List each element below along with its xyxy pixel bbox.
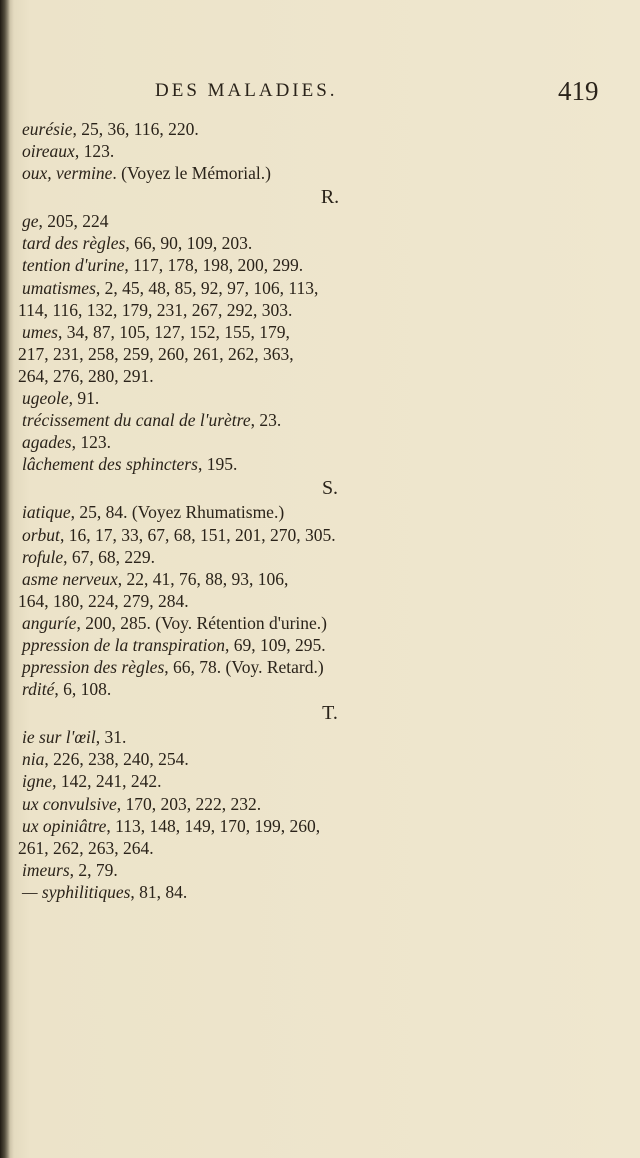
index-entry: [18, 634, 628, 656]
entry-term: igne: [22, 771, 53, 792]
entry-page-refs: , 113, 148, 149, 170, 199, 260,: [106, 815, 321, 836]
entry-term: nia: [22, 749, 45, 770]
entry-term: ux opiniâtre: [22, 815, 107, 836]
entry-page-refs: , 67, 68, 229.: [63, 546, 156, 567]
running-title: DES MALADIES.: [155, 80, 338, 101]
index-entry: [18, 210, 628, 232]
entry-page-refs: , 34, 87, 105, 127, 152, 155, 179,: [57, 321, 290, 342]
index-entry: [18, 568, 628, 590]
index-entry-continuation: 261, 262, 263, 264.: [18, 837, 154, 858]
entry-term: oux, vermine: [22, 163, 113, 184]
index-entry: [18, 501, 628, 523]
index-entry: [18, 118, 628, 140]
entry-term: ugeole: [22, 388, 69, 409]
entry-page-refs: , 123.: [74, 141, 115, 162]
index-entry: [18, 431, 628, 453]
section-letter: T.: [322, 702, 338, 725]
entry-term: rofule: [22, 546, 64, 567]
entry-term: tard des règles: [22, 233, 126, 254]
index-entry: [18, 232, 628, 254]
index-entry: [18, 277, 628, 299]
index-entry: [18, 612, 628, 634]
entry-term: asme nerveux: [22, 568, 118, 589]
entry-page-refs: , 200, 285. (Voy. Rétention d'urine.): [76, 612, 328, 633]
entry-page-refs: . (Voyez le Mémorial.): [112, 163, 271, 184]
index-entry: [18, 254, 628, 276]
entry-page-refs: , 81, 84.: [130, 881, 188, 902]
index-entry: [18, 162, 628, 184]
entry-term: trécissement du canal de l'urètre: [22, 410, 251, 431]
entry-page-refs: , 2, 45, 48, 85, 92, 97, 106, 113,: [95, 277, 319, 298]
entry-page-refs: , 25, 36, 116, 220.: [72, 119, 199, 139]
entry-page-refs: , 25, 84. (Voyez Rhumatisme.): [70, 502, 285, 523]
entry-page-refs: , 66, 90, 109, 203.: [125, 233, 253, 254]
index-entry: [18, 815, 628, 837]
index-entry: [18, 770, 628, 792]
index-entry: [18, 726, 628, 748]
entry-term: rdité: [22, 679, 55, 700]
section-letter: R.: [320, 186, 340, 209]
entry-page-refs: , 226, 238, 240, 254.: [44, 749, 189, 770]
index-entry: [18, 140, 628, 162]
entry-term: imeurs: [22, 859, 70, 880]
section-letter: S.: [321, 477, 339, 500]
binding-gutter: [0, 0, 10, 1158]
index-entry: [18, 453, 628, 475]
index-entry: [18, 748, 628, 770]
entry-page-refs: , 69, 109, 295.: [225, 634, 326, 655]
index-entry: [18, 546, 628, 568]
entry-term: ppression des règles: [22, 657, 165, 678]
index-entry-continuation: 264, 276, 280, 291.: [18, 365, 154, 386]
index-entry-continuation: 217, 231, 258, 259, 260, 261, 262, 363,: [18, 343, 294, 364]
entry-page-refs: , 31.: [95, 727, 127, 748]
index-entry: [18, 524, 628, 546]
index-entry: [18, 656, 628, 678]
entry-term: ppression de la transpiration: [22, 634, 226, 655]
index-entry-continuation: 114, 116, 132, 179, 231, 267, 292, 303.: [18, 299, 293, 320]
entry-term: eurésie: [22, 119, 73, 139]
entry-page-refs: , 117, 178, 198, 200, 299.: [124, 255, 304, 276]
index-entries: [18, 118, 628, 903]
entry-page-refs: , 23.: [250, 410, 282, 431]
index-entry: [18, 793, 628, 815]
entry-page-refs: , 170, 203, 222, 232.: [116, 793, 262, 814]
entry-term: lâchement des sphincters: [22, 454, 198, 475]
entry-term: orbut: [22, 524, 60, 545]
entry-term: agades: [22, 432, 72, 453]
entry-term: umatismes: [22, 277, 96, 298]
entry-term: iatique: [22, 502, 71, 523]
entry-term: anguríe: [22, 612, 77, 633]
index-entry: [18, 881, 628, 903]
entry-page-refs: , 205, 224: [38, 211, 109, 232]
entry-page-refs: , 22, 41, 76, 88, 93, 106,: [117, 568, 289, 589]
index-entry-continuation: 164, 180, 224, 279, 284.: [18, 590, 189, 611]
entry-page-refs: , 195.: [197, 454, 238, 475]
entry-term: umes: [22, 321, 58, 342]
entry-term: tention d'urine: [22, 255, 125, 276]
page-number: 419: [558, 76, 599, 106]
index-entry: [18, 409, 628, 431]
entry-page-refs: , 91.: [68, 388, 100, 409]
index-entry: [18, 678, 628, 700]
entry-page-refs: , 2, 79.: [69, 859, 118, 880]
entry-term: oireaux: [22, 141, 75, 162]
entry-term: — syphilitiques: [22, 881, 131, 902]
index-entry: [18, 859, 628, 881]
entry-page-refs: , 123.: [71, 432, 111, 453]
entry-page-refs: , 6, 108.: [54, 679, 112, 700]
entry-page-refs: , 66, 78. (Voy. Retard.): [164, 657, 324, 678]
entry-term: ie sur l'œil: [22, 727, 96, 748]
entry-term: ux convulsive: [22, 793, 117, 814]
page-header: [0, 76, 640, 116]
index-entry: [18, 387, 628, 409]
entry-term: ge: [22, 211, 39, 232]
entry-page-refs: , 142, 241, 242.: [52, 771, 162, 792]
index-entry: [18, 321, 628, 343]
entry-page-refs: , 16, 17, 33, 67, 68, 151, 201, 270, 305.: [59, 524, 336, 545]
